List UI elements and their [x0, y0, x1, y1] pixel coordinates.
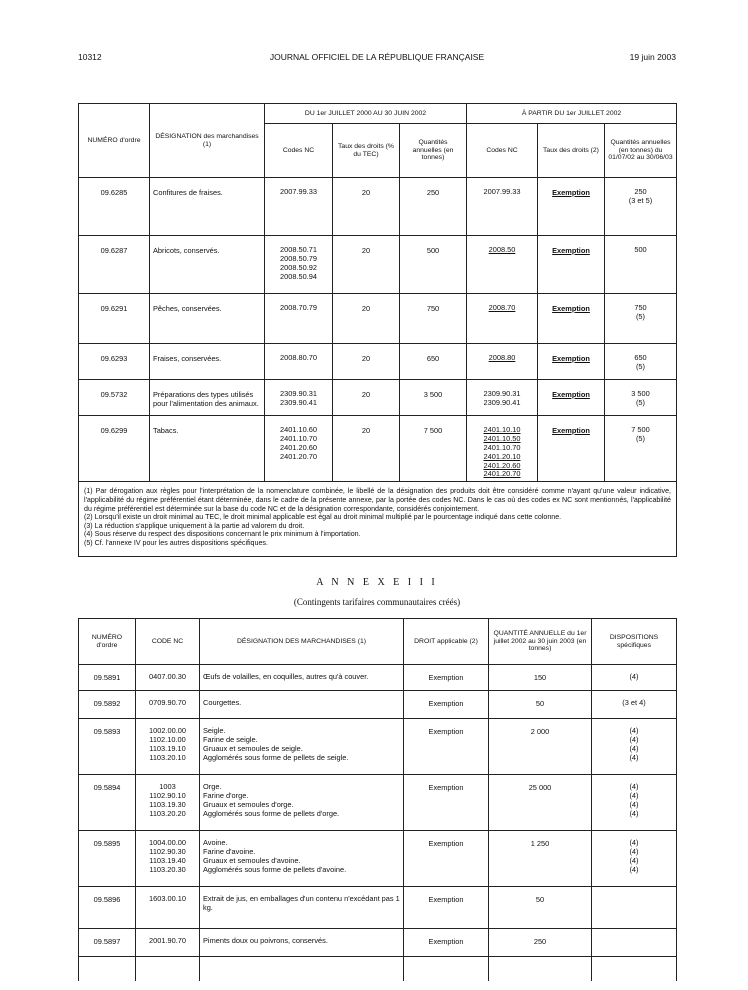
disposition-value: (4): [629, 734, 639, 744]
code-nc: 1103.19.10: [149, 743, 186, 753]
code-nc: 2401.20.70: [280, 451, 317, 461]
cell-designation: [200, 831, 404, 887]
code-nc: 2309.90.31: [280, 389, 317, 398]
cell-dispositions: [592, 691, 677, 719]
col-quantites-2: Quantités annuelles (en tonnes) du 01/07/02 au 30/06/03: [605, 124, 677, 178]
code-nc: 1603.00.10: [149, 894, 186, 903]
code-nc: 2008.80.70: [280, 353, 317, 362]
cell-codes-nc: [265, 178, 333, 236]
cell-droit: Exemption: [404, 719, 489, 775]
cell-code-nc: [136, 775, 200, 831]
cell-quantite: 500: [400, 236, 467, 294]
cell-codes-nc: [265, 236, 333, 294]
cell-taux: 20: [333, 178, 400, 236]
code-nc: 0407.00.30: [149, 672, 186, 681]
quantite-value: 3 500: [631, 389, 650, 398]
cell-codes-nc-2: [467, 380, 538, 416]
cell-codes-nc: [265, 380, 333, 416]
code-nc: 2007.99.33: [483, 187, 521, 196]
code-nc: 2309.90.41: [280, 397, 317, 407]
cell-quantite-2: [605, 294, 677, 344]
cell-dispositions: [592, 831, 677, 887]
cell-numero: 09.5896: [79, 887, 136, 929]
cell-taux-2: Exemption: [538, 294, 605, 344]
cell-droit: Exemption: [404, 831, 489, 887]
table-row: [79, 831, 677, 887]
cell-codes-nc-2: [467, 178, 538, 236]
cell-codes-nc-2: [467, 236, 538, 294]
code-nc: 2008.50.92: [280, 262, 317, 272]
code-nc: 2008.70.79: [280, 303, 317, 312]
cell-numero: 09.5895: [79, 831, 136, 887]
disposition-value: (4): [629, 782, 639, 791]
cell-numero: 09.6291: [79, 294, 150, 344]
footnote: (4) Sous réserve du respect des dispositions concernant le prix minimum à l'importation.: [84, 530, 361, 539]
table-row: [79, 887, 677, 929]
designation-line: Extrait de jus, en emballages d'un contenu n'excédant pas 1 kg.: [203, 894, 400, 912]
cell-numero: 09.5893: [79, 719, 136, 775]
table-row: [79, 416, 677, 482]
designation-line: Piments doux ou poivrons, conservés.: [203, 936, 328, 945]
footnote: (2) Lorsqu'il existe un droit minimal au TEC, le droit minimal applicable est égal au droit minimal multiplié par le pourcentage indiqué dans cette colonne.: [84, 513, 562, 522]
designation-line: Gruaux et semoules de seigle.: [203, 743, 303, 753]
code-nc: 1102.10.00: [149, 734, 186, 744]
cell-designation: [200, 887, 404, 929]
table-row: [79, 665, 677, 691]
disposition-value: (4): [629, 846, 639, 856]
designation-line: Farine d'avoine.: [203, 846, 256, 856]
designation-line: Gruaux et semoules d'orge.: [203, 799, 294, 809]
table-row: [79, 775, 677, 831]
code-nc: 2001.90.70: [149, 936, 186, 945]
cell-dispositions: [592, 929, 677, 957]
cell-designation: Abricots, conservés.: [150, 236, 265, 294]
disposition-value: (4): [629, 864, 639, 874]
table-row: [79, 719, 677, 775]
designation-line: Agglomérés sous forme de pellets de seigle.: [203, 752, 349, 762]
code-nc: 0709.90.70: [149, 698, 186, 707]
cell-taux: 20: [333, 380, 400, 416]
designation-line: Avoine.: [203, 838, 228, 847]
code-nc: 2401.20.10: [483, 451, 521, 461]
designation-line: Œufs de volailles, en coquilles, autres qu'à couver.: [203, 672, 369, 681]
table-row: [79, 178, 677, 236]
table-row: [79, 344, 677, 380]
table-row: [79, 294, 677, 344]
disposition-value: (4): [629, 790, 639, 800]
code-nc: 2309.90.41: [483, 397, 521, 407]
code-nc: 1103.19.30: [149, 799, 186, 809]
footnote: (3) La réduction s'applique uniquement à la partie ad valorem du droit.: [84, 521, 305, 530]
col-taux: Taux des droits (% du TEC): [333, 124, 400, 178]
cell-designation: [200, 719, 404, 775]
cell-taux: 20: [333, 294, 400, 344]
cell-codes-nc: [265, 294, 333, 344]
cell-numero: 09.5897: [79, 929, 136, 957]
cell-designation: [200, 691, 404, 719]
cell-taux-2: Exemption: [538, 236, 605, 294]
col-quantite: QUANTITÉ ANNUELLE du 1er juillet 2002 au 30 juin 2003 (en tonnes): [489, 619, 592, 665]
cell-quantite: 750: [400, 294, 467, 344]
empty-cell: [136, 957, 200, 982]
disposition-value: (4): [629, 855, 639, 865]
col-codes-nc-2: Codes NC: [467, 124, 538, 178]
disposition-value: (3 et 4): [622, 698, 646, 707]
cell-numero: 09.6285: [79, 178, 150, 236]
cell-designation: [200, 665, 404, 691]
cell-quantite: 7 500: [400, 416, 467, 482]
cell-code-nc: [136, 691, 200, 719]
code-nc: 2401.20.60: [483, 460, 521, 470]
cell-numero: 09.6299: [79, 416, 150, 482]
cell-taux-2: Exemption: [538, 416, 605, 482]
cell-droit: Exemption: [404, 887, 489, 929]
page-header: [78, 52, 676, 66]
code-nc: 2008.80: [488, 353, 516, 362]
designation-line: Farine de seigle.: [203, 734, 258, 744]
cell-codes-nc: [265, 344, 333, 380]
quantite-value: 250: [634, 187, 647, 196]
cell-codes-nc-2: [467, 344, 538, 380]
code-nc: 1102.90.10: [149, 790, 186, 800]
cell-designation: Pêches, conservées.: [150, 294, 265, 344]
col-designation: DÉSIGNATION des marchandises (1): [150, 104, 265, 178]
cell-codes-nc-2: [467, 294, 538, 344]
quantite-value: (5): [635, 361, 646, 371]
cell-quantite: 250: [489, 929, 592, 957]
cell-dispositions: [592, 887, 677, 929]
code-nc: 2401.20.70: [483, 469, 521, 479]
quantite-value: (5): [635, 311, 646, 321]
code-nc: 1103.20.20: [149, 808, 186, 818]
issue-date: 19 juin 2003: [629, 52, 676, 62]
footnote: (1) Par dérogation aux règles pour l'interprétation de la nomenclature combinée, le libellé de la désignation des produits doit être considéré comme n'ayant qu'une valeur indicative, l'applicabilité du régime préférentiel étant déterminée, dans le cadre de la présente annexe, par la portée des codes NC. Dans le cas où des codes ex NC sont mentionnés, l'applicabilité du régime préférentiel est déterminée sur la base du code NC et de la désignation correspondante, considérés conjointement.: [84, 487, 671, 513]
designation-line: Agglomérés sous forme de pellets d'avoine.: [203, 864, 347, 874]
cell-quantite-2: [605, 380, 677, 416]
cell-quantite: 1 250: [489, 831, 592, 887]
page-number: 10312: [78, 52, 102, 62]
cell-dispositions: [592, 665, 677, 691]
code-nc: 2008.50.79: [280, 253, 317, 263]
disposition-value: (4): [629, 743, 639, 753]
empty-cell: [489, 957, 592, 982]
empty-cell: [79, 957, 136, 982]
quantite-value: (5): [635, 433, 646, 443]
cell-quantite: 250: [400, 178, 467, 236]
cell-designation: [200, 929, 404, 957]
table-row: [79, 691, 677, 719]
cell-code-nc: [136, 929, 200, 957]
table-row: [79, 236, 677, 294]
empty-cell: [200, 957, 404, 982]
code-nc: 2309.90.31: [483, 389, 521, 398]
designation-line: Orge.: [203, 782, 222, 791]
disposition-value: (4): [629, 672, 639, 681]
col-codes-nc: Codes NC: [265, 124, 333, 178]
quantite-value: 7 500: [631, 425, 650, 434]
code-nc: 1002.00.00: [149, 726, 186, 735]
col-droit: DROIT applicable (2): [404, 619, 489, 665]
cell-droit: Exemption: [404, 929, 489, 957]
disposition-value: (4): [629, 726, 639, 735]
cell-taux-2: Exemption: [538, 344, 605, 380]
cell-quantite-2: [605, 416, 677, 482]
code-nc: 2008.70: [488, 303, 516, 312]
cell-code-nc: [136, 719, 200, 775]
cell-designation: Confitures de fraises.: [150, 178, 265, 236]
cell-taux-2: Exemption: [538, 178, 605, 236]
cell-quantite-2: [605, 178, 677, 236]
cell-numero: 09.6287: [79, 236, 150, 294]
quantite-value: 500: [634, 245, 647, 254]
quantite-value: (3 et 5): [628, 195, 653, 205]
designation-line: Seigle.: [203, 726, 226, 735]
cell-numero: 09.5892: [79, 691, 136, 719]
table-row-continued: [79, 957, 677, 982]
tariff-table-1: [78, 103, 677, 557]
cell-code-nc: [136, 831, 200, 887]
cell-quantite: 150: [489, 665, 592, 691]
col-dispositions: DISPOSITIONS spécifiques: [592, 619, 677, 665]
code-nc: 2401.10.70: [280, 433, 317, 443]
code-nc: 2401.20.60: [280, 442, 317, 452]
code-nc: 2008.50.71: [280, 245, 317, 254]
empty-cell: [404, 957, 489, 982]
journal-title: JOURNAL OFFICIEL DE LA RÉPUBLIQUE FRANÇAISE: [269, 52, 485, 62]
code-nc: 2401.10.60: [280, 425, 317, 434]
cell-designation: [200, 775, 404, 831]
code-nc: 1103.19.40: [149, 855, 186, 865]
cell-quantite: 3 500: [400, 380, 467, 416]
cell-numero: 09.6293: [79, 344, 150, 380]
table-row: [79, 929, 677, 957]
code-nc: 2008.50.94: [280, 271, 317, 281]
designation-line: Gruaux et semoules d'avoine.: [203, 855, 301, 865]
cell-designation: Tabacs.: [150, 416, 265, 482]
cell-taux: 20: [333, 236, 400, 294]
cell-quantite: 50: [489, 691, 592, 719]
cell-droit: Exemption: [404, 775, 489, 831]
cell-taux: 20: [333, 344, 400, 380]
col-quantites: Quantités annuelles (en tonnes): [400, 124, 467, 178]
quantite-value: 650: [634, 353, 647, 362]
code-nc: 1103.20.10: [149, 752, 186, 762]
disposition-value: (4): [629, 752, 639, 762]
cell-code-nc: [136, 665, 200, 691]
cell-dispositions: [592, 775, 677, 831]
code-nc: 2401.10.50: [483, 433, 521, 443]
cell-numero: 09.5732: [79, 380, 150, 416]
cell-numero: 09.5891: [79, 665, 136, 691]
cell-designation: Préparations des types utilisés pour l'alimentation des animaux.: [150, 380, 265, 416]
empty-cell: [592, 957, 677, 982]
annex-title: A N N E X E I I I: [316, 577, 438, 588]
col-taux-2: Taux des droits (2): [538, 124, 605, 178]
cell-dispositions: [592, 719, 677, 775]
period-2-header: À PARTIR DU 1er JUILLET 2002: [467, 104, 677, 124]
cell-quantite: 2 000: [489, 719, 592, 775]
col-numero: NUMÉRO d'ordre: [79, 104, 150, 178]
cell-quantite: 50: [489, 887, 592, 929]
cell-designation: Fraises, conservées.: [150, 344, 265, 380]
code-nc: 1103.20.30: [149, 864, 186, 874]
cell-code-nc: [136, 887, 200, 929]
cell-droit: Exemption: [404, 665, 489, 691]
quantite-value: (5): [635, 397, 646, 407]
tariff-table-2: [78, 618, 677, 981]
col-numero: NUMÉRO d'ordre: [79, 619, 136, 665]
footnote: (5) Cf. l'annexe IV pour les autres dispositions spécifiques.: [84, 539, 268, 548]
designation-line: Farine d'orge.: [203, 790, 249, 800]
cell-taux: 20: [333, 416, 400, 482]
table-row: [79, 380, 677, 416]
footnotes: [79, 482, 677, 556]
code-nc: 2401.10.70: [483, 442, 521, 452]
cell-codes-nc-2: [467, 416, 538, 482]
cell-quantite-2: [605, 344, 677, 380]
annex-subtitle: (Contingents tarifaires communautaires créés): [293, 597, 461, 607]
col-code-nc: CODE NC: [136, 619, 200, 665]
cell-quantite: 25 000: [489, 775, 592, 831]
cell-numero: 09.5894: [79, 775, 136, 831]
disposition-value: (4): [629, 799, 639, 809]
cell-quantite-2: [605, 236, 677, 294]
cell-taux-2: Exemption: [538, 380, 605, 416]
code-nc: 1102.90.30: [149, 846, 186, 856]
code-nc: 2007.99.33: [280, 187, 317, 196]
period-1-header: DU 1er JUILLET 2000 AU 30 JUIN 2002: [265, 104, 467, 124]
disposition-value: (4): [629, 808, 639, 818]
designation-line: Agglomérés sous forme de pellets d'orge.: [203, 808, 340, 818]
code-nc: 2401.10.10: [483, 425, 521, 434]
code-nc: 2008.50: [488, 245, 516, 254]
cell-droit: Exemption: [404, 691, 489, 719]
cell-quantite: 650: [400, 344, 467, 380]
code-nc: 1004.00.00: [149, 838, 186, 847]
quantite-value: 750: [634, 303, 647, 312]
col-designation: DÉSIGNATION DES MARCHANDISES (1): [200, 619, 404, 665]
cell-codes-nc: [265, 416, 333, 482]
code-nc: 1003: [159, 782, 176, 791]
disposition-value: (4): [629, 838, 639, 847]
designation-line: Courgettes.: [203, 698, 242, 707]
